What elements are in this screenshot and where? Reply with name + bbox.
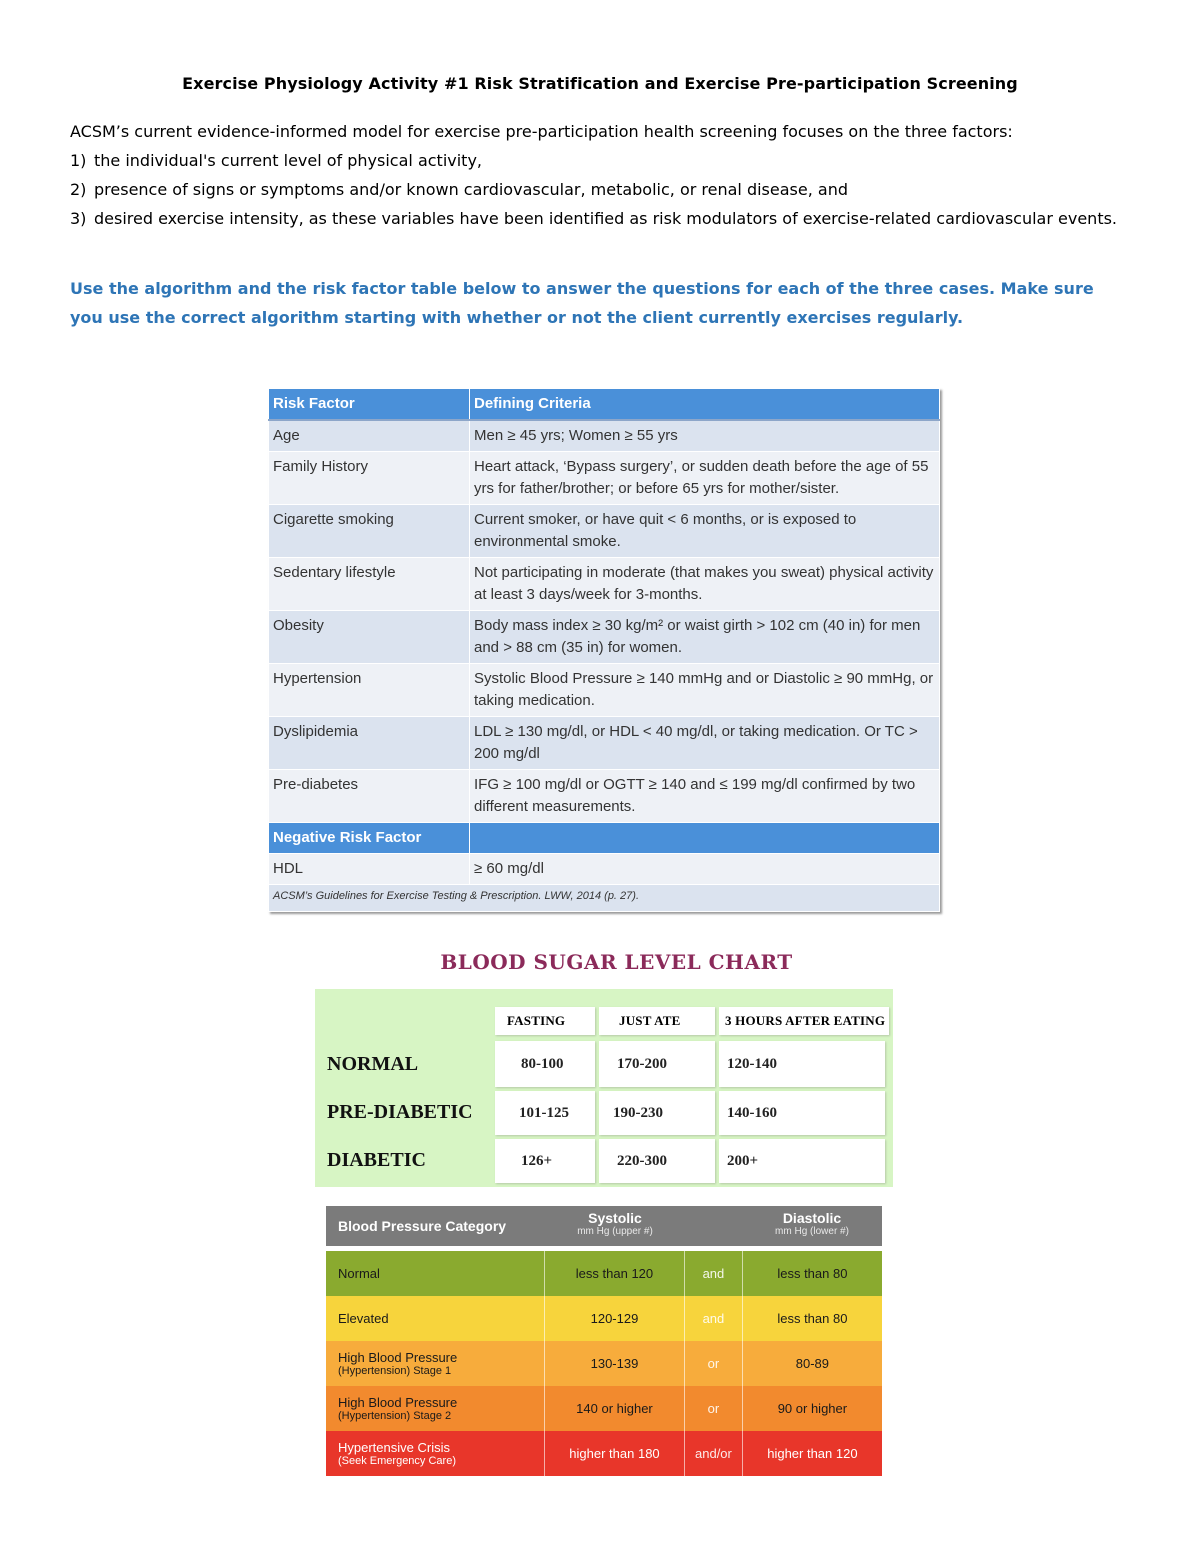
category-cell	[326, 1386, 544, 1431]
value-cell: 140-160	[719, 1091, 885, 1135]
joiner-cell: and/or	[684, 1431, 742, 1476]
table-row	[269, 717, 940, 770]
bp-rows	[326, 1251, 882, 1476]
criteria-cell: Systolic Blood Pressure ≥ 140 mmHg and or Diastolic ≥ 90 mmHg, or taking medication.	[470, 664, 940, 717]
risk-factor-table	[268, 388, 940, 912]
criteria-cell: ≥ 60 mg/dl	[470, 854, 940, 885]
systolic-cell: 140 or higher	[544, 1386, 684, 1431]
intro-item-number: 2)	[70, 180, 87, 199]
category-cell	[326, 1431, 544, 1476]
bp-row	[326, 1251, 882, 1296]
table-row	[269, 770, 940, 823]
risk-factor-cell: Hypertension	[269, 664, 470, 717]
category-label: Hypertensive Crisis	[338, 1440, 450, 1455]
table-row	[269, 558, 940, 611]
table-row	[269, 420, 940, 452]
column-header: Systolic	[588, 1210, 642, 1226]
diastolic-cell: higher than 120	[742, 1431, 882, 1476]
value-cell: 80-100	[495, 1041, 595, 1087]
joiner-cell: or	[684, 1386, 742, 1431]
header-spacer	[685, 1206, 742, 1246]
bp-row	[326, 1386, 882, 1431]
value-cell: 101-125	[495, 1091, 595, 1135]
table-row	[269, 664, 940, 717]
column-header: 3 HOURS AFTER EATING	[719, 1007, 889, 1035]
bp-row	[326, 1296, 882, 1341]
risk-factor-cell: Sedentary lifestyle	[269, 558, 470, 611]
diastolic-cell: 90 or higher	[742, 1386, 882, 1431]
table-header-row	[269, 389, 940, 421]
blood-sugar-chart	[315, 989, 893, 1187]
intro-item-number: 1)	[70, 151, 87, 170]
criteria-cell: IFG ≥ 100 mg/dl or OGTT ≥ 140 and ≤ 199 mg/dl confirmed by two different measurements.	[470, 770, 940, 823]
intro-lead: ACSM’s current evidence-informed model for exercise pre-participation health screening focuses on the three factors:	[70, 122, 1013, 141]
category-label: Elevated	[338, 1311, 389, 1326]
column-header: Negative Risk Factor	[269, 823, 470, 854]
value-cell: 170-200	[599, 1041, 715, 1087]
systolic-header	[545, 1206, 685, 1246]
intro-item	[70, 146, 1140, 175]
column-header: Diastolic	[782, 1210, 842, 1226]
diastolic-header	[742, 1206, 882, 1246]
intro-item	[70, 175, 1140, 204]
category-label: Normal	[338, 1266, 380, 1281]
value-cell: 200+	[719, 1139, 885, 1183]
instructions-text: Use the algorithm and the risk factor table below to answer the questions for each of the three cases. Make sure you use the correct algorithm starting with whether or not the client currently exercises regularly.	[70, 279, 1094, 327]
systolic-cell: less than 120	[544, 1251, 684, 1296]
table-row	[269, 452, 940, 505]
risk-factor-cell: Dyslipidemia	[269, 717, 470, 770]
risk-factor-grid	[268, 388, 940, 912]
intro-item-text: the individual's current level of physical activity,	[94, 151, 482, 170]
criteria-cell: LDL ≥ 130 mg/dl, or HDL < 40 mg/dl, or taking medication. Or TC > 200 mg/dl	[470, 717, 940, 770]
intro-item-number: 3)	[70, 209, 87, 228]
category-label: High Blood Pressure	[338, 1395, 458, 1410]
value-cell: 126+	[495, 1139, 595, 1183]
value-cell: 190-230	[599, 1091, 715, 1135]
bp-header-row	[326, 1206, 882, 1246]
column-header: Blood Pressure Category	[338, 1218, 507, 1234]
criteria-cell: Not participating in moderate (that makes you sweat) physical activity at least 3 days/week for 3-months.	[470, 558, 940, 611]
table-row	[269, 854, 940, 885]
intro-item-text: presence of signs or symptoms and/or known cardiovascular, metabolic, or renal disease, and	[94, 180, 848, 199]
category-cell	[326, 1341, 544, 1386]
systolic-cell: 130-139	[544, 1341, 684, 1386]
diastolic-cell: less than 80	[742, 1296, 882, 1341]
joiner-cell: and	[684, 1251, 742, 1296]
criteria-cell: Heart attack, ‘Bypass surgery’, or sudden death before the age of 55 yrs for father/brother; or before 65 yrs for mother/sister.	[470, 452, 940, 505]
criteria-cell: Current smoker, or have quit < 6 months, or is exposed to environmental smoke.	[470, 505, 940, 558]
column-header: Defining Criteria	[470, 389, 940, 421]
risk-factor-cell: Cigarette smoking	[269, 505, 470, 558]
bp-row	[326, 1341, 882, 1386]
unit-label: mm Hg (upper #)	[577, 1226, 653, 1237]
bp-row	[326, 1431, 882, 1476]
unit-label: mm Hg (lower #)	[775, 1226, 849, 1237]
systolic-cell: higher than 180	[544, 1431, 684, 1476]
joiner-cell: or	[684, 1341, 742, 1386]
negative-risk-header-row	[269, 823, 940, 854]
risk-factor-cell: Family History	[269, 452, 470, 505]
intro-item	[70, 204, 1140, 233]
category-sublabel: (Seek Emergency Care)	[338, 1455, 456, 1467]
row-label: PRE-DIABETIC	[327, 1101, 473, 1123]
value-cell: 220-300	[599, 1139, 715, 1183]
blood-sugar-chart-title: BLOOD SUGAR LEVEL CHART	[440, 950, 793, 974]
value-cell: 120-140	[719, 1041, 885, 1087]
criteria-cell: Men ≥ 45 yrs; Women ≥ 55 yrs	[470, 420, 940, 452]
risk-factor-cell: Pre-diabetes	[269, 770, 470, 823]
risk-factor-cell: HDL	[269, 854, 470, 885]
diastolic-cell: 80-89	[742, 1341, 882, 1386]
row-label: DIABETIC	[327, 1149, 426, 1171]
column-header-empty	[470, 823, 940, 854]
diastolic-cell: less than 80	[742, 1251, 882, 1296]
criteria-cell: Body mass index ≥ 30 kg/m² or waist girth > 102 cm (40 in) for men and > 88 cm (35 in) for women.	[470, 611, 940, 664]
column-header: JUST ATE	[599, 1007, 715, 1035]
intro-item-text: desired exercise intensity, as these variables have been identified as risk modulators of exercise-related cardiovascular events.	[94, 209, 1118, 228]
page-title: Exercise Physiology Activity #1 Risk Stratification and Exercise Pre-participation Screening	[182, 74, 1018, 93]
category-sublabel: (Hypertension) Stage 1	[338, 1365, 452, 1377]
column-header: FASTING	[495, 1007, 595, 1035]
systolic-cell: 120-129	[544, 1296, 684, 1341]
category-cell	[326, 1251, 544, 1296]
risk-factor-cell: Age	[269, 420, 470, 452]
table-row	[269, 611, 940, 664]
intro-section	[70, 117, 1140, 233]
citation-text: ACSM’s Guidelines for Exercise Testing & Prescription. LWW, 2014 (p. 27).	[269, 885, 940, 912]
category-cell	[326, 1296, 544, 1341]
citation-row	[269, 885, 940, 912]
row-label: NORMAL	[327, 1053, 419, 1075]
category-label: High Blood Pressure	[338, 1350, 458, 1365]
column-header: Risk Factor	[269, 389, 470, 421]
table-row	[269, 505, 940, 558]
blood-pressure-chart	[326, 1206, 882, 1476]
joiner-cell: and	[684, 1296, 742, 1341]
category-sublabel: (Hypertension) Stage 2	[338, 1410, 452, 1422]
risk-factor-cell: Obesity	[269, 611, 470, 664]
